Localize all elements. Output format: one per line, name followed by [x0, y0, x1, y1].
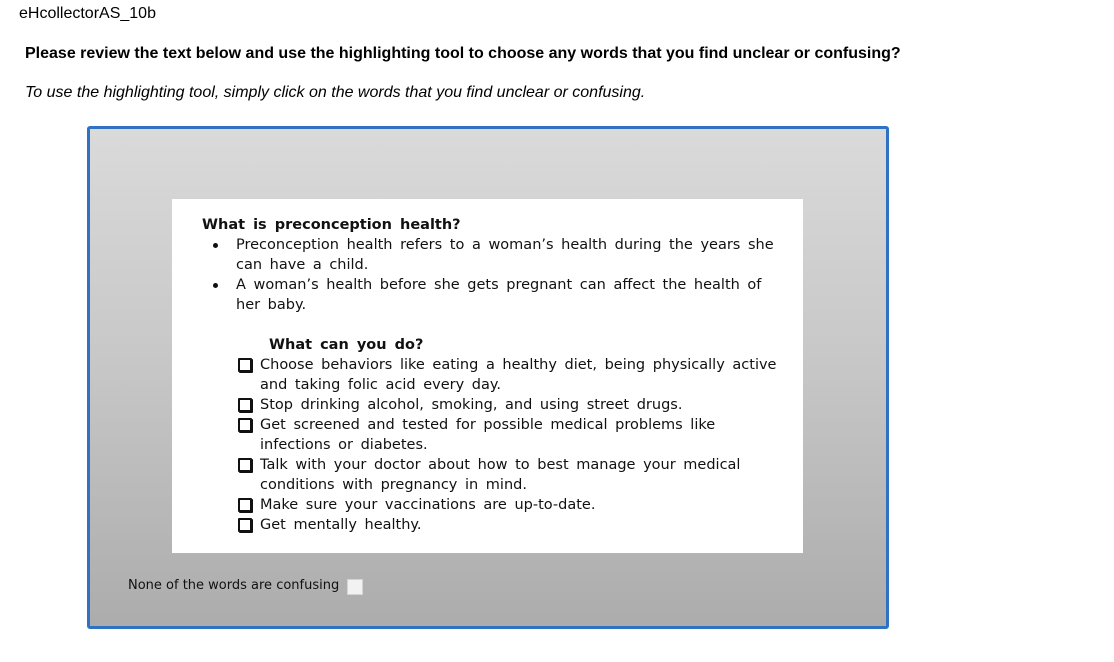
bullet-item[interactable]: A woman’s health before she gets pregnant can affect the health of her baby. — [202, 275, 778, 315]
checklist-item[interactable] — [202, 455, 778, 495]
highlighting-tool-panel — [87, 126, 889, 629]
passage-bullet-list — [202, 235, 782, 315]
checkbox-icon — [238, 498, 252, 512]
checklist-item-text[interactable]: Make sure your vaccinations are up-to-date. — [260, 497, 596, 513]
none-confusing-option — [128, 576, 363, 595]
passage-heading[interactable]: What is preconception health? — [202, 217, 461, 233]
checklist-item-text[interactable]: Get screened and tested for possible medical problems like infections or diabetes. — [260, 417, 716, 453]
checklist-item-text[interactable]: Talk with your doctor about how to best manage your medical conditions with pregnancy in mind. — [260, 457, 741, 493]
checklist-item[interactable] — [202, 415, 778, 455]
bullet-item[interactable]: Preconception health refers to a woman’s health during the years she can have a child. — [202, 235, 778, 275]
highlightable-text-card[interactable] — [172, 199, 803, 553]
passage-checklist — [202, 355, 782, 535]
checklist-item-text[interactable]: Get mentally healthy. — [260, 517, 422, 533]
checkbox-icon — [238, 398, 252, 412]
question-text: Please review the text below and use the highlighting tool to choose any words that you find unclear or confusing? — [25, 45, 901, 62]
checklist-item-text[interactable]: Stop drinking alcohol, smoking, and using street drugs. — [260, 397, 683, 413]
passage — [202, 215, 782, 535]
checkbox-icon — [238, 358, 252, 372]
none-confusing-label: None of the words are confusing — [128, 578, 340, 593]
checkbox-icon — [238, 458, 252, 472]
checkbox-icon — [238, 518, 252, 532]
instructions-text: To use the highlighting tool, simply click on the words that you find unclear or confusing. — [25, 84, 646, 101]
checkbox-icon — [238, 418, 252, 432]
passage-subheading[interactable]: What can you do? — [269, 337, 424, 353]
checklist-item[interactable] — [202, 395, 778, 415]
checklist-item[interactable] — [202, 515, 778, 535]
checklist-item-text[interactable]: Choose behaviors like eating a healthy diet, being physically active and taking folic acid every day. — [260, 357, 777, 393]
checklist-item[interactable] — [202, 495, 778, 515]
page-id-label: eHcollectorAS_10b — [19, 5, 156, 22]
none-confusing-checkbox[interactable] — [347, 579, 363, 595]
checklist-item[interactable] — [202, 355, 778, 395]
